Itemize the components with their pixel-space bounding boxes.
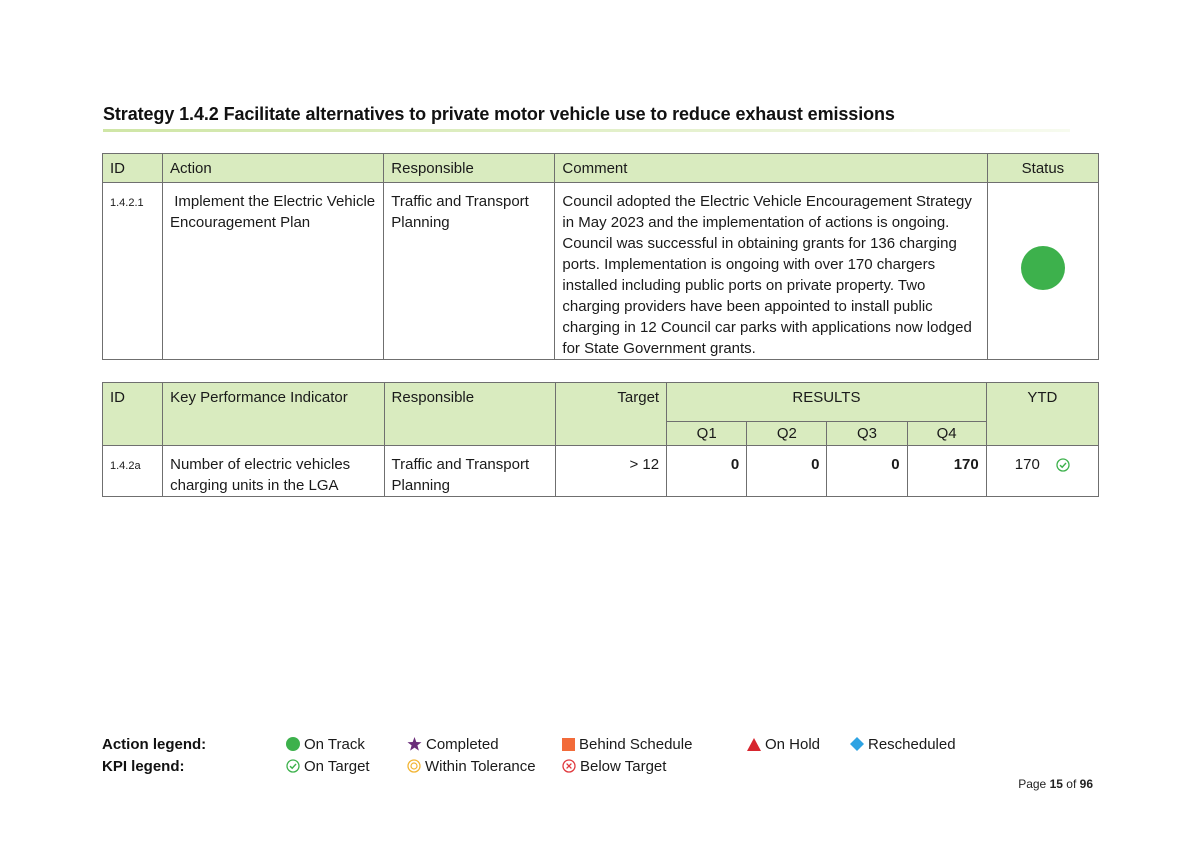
action-id: 1.4.2.1 (103, 183, 163, 360)
header-action: Action (163, 154, 384, 183)
legend-below-target (562, 758, 666, 775)
legend-label: Rescheduled (868, 736, 956, 753)
legend-label: On Hold (765, 736, 821, 753)
legend-label: Behind Schedule (579, 736, 693, 753)
kpi-q2-value: 0 (747, 446, 827, 497)
kpi-id: 1.4.2a (103, 446, 163, 497)
header-comment: Comment (555, 154, 987, 183)
page-prefix: Page (1018, 777, 1047, 791)
header-id: ID (103, 154, 163, 183)
orange-square-icon (562, 738, 575, 751)
kpi-header-id: ID (103, 383, 163, 446)
page-number (1018, 777, 1093, 791)
strategy-heading: Strategy 1.4.2 Facilitate alternatives to private motor vehicle use to reduce exhaust emissions (103, 104, 895, 124)
kpi-header-responsible: Responsible (384, 383, 555, 446)
kpi-header-results: RESULTS (667, 383, 987, 422)
legend-on-track (286, 736, 365, 753)
purple-star-icon (407, 737, 422, 751)
legend-label: Below Target (580, 758, 667, 775)
legend-label: Completed (426, 736, 499, 753)
page-of: of (1066, 777, 1077, 791)
kpi-header-q2: Q2 (747, 422, 827, 446)
kpi-q1-value: 0 (667, 446, 747, 497)
green-circle-icon (286, 737, 300, 751)
kpi-q4-value: 170 (907, 446, 986, 497)
kpi-q3-value: 0 (827, 446, 907, 497)
legend-label: On Track (304, 736, 365, 753)
kpi-header-q3: Q3 (827, 422, 907, 446)
blue-diamond-icon (850, 737, 864, 751)
check-circle-icon (286, 759, 300, 773)
page-total: 96 (1079, 777, 1093, 791)
legend-completed (407, 736, 499, 753)
kpi-header-q1: Q1 (667, 422, 747, 446)
kpi-header-q4: Q4 (907, 422, 986, 446)
x-circle-icon (562, 759, 576, 773)
red-triangle-icon (747, 738, 761, 751)
legend-label: Within Tolerance (425, 758, 536, 775)
legend-label: On Target (304, 758, 370, 775)
kpi-header-ytd: YTD (986, 383, 1098, 446)
action-legend-title: Action legend: (102, 736, 207, 753)
legend-rescheduled (850, 736, 956, 753)
header-responsible: Responsible (384, 154, 555, 183)
page-current: 15 (1049, 777, 1063, 791)
legend-behind-schedule (562, 736, 692, 753)
kpi-ytd-value: 170 (1014, 456, 1040, 473)
kpi-legend-title: KPI legend: (102, 758, 185, 775)
action-responsible: Traffic and Transport Planning (384, 183, 555, 360)
kpi-header-indicator: Key Performance Indicator (163, 383, 384, 446)
action-comment: Council adopted the Electric Vehicle Encouragement Strategy in May 2023 and the implementation of actions is ongoing. Council was successful in obtaining grants for 136 charging ports. Implementation is ongoing with over 170 chargers installed including public ports on private property. Two charging providers have been appointed to install public charging in 12 Council car parks with applications now lodged for State Government grants. (555, 183, 987, 360)
header-status: Status (987, 154, 1098, 183)
target-circle-icon (407, 759, 421, 773)
legend-on-target (286, 758, 370, 775)
legend-on-hold (747, 736, 820, 753)
kpi-text: Number of electric vehicles charging units in the LGA (163, 446, 384, 497)
kpi-responsible: Traffic and Transport Planning (384, 446, 555, 497)
legend-within-tolerance (407, 758, 536, 775)
kpi-target: > 12 (555, 446, 666, 497)
kpi-header-target: Target (555, 383, 666, 446)
action-text: Implement the Electric Vehicle Encouragement Plan (163, 183, 384, 360)
